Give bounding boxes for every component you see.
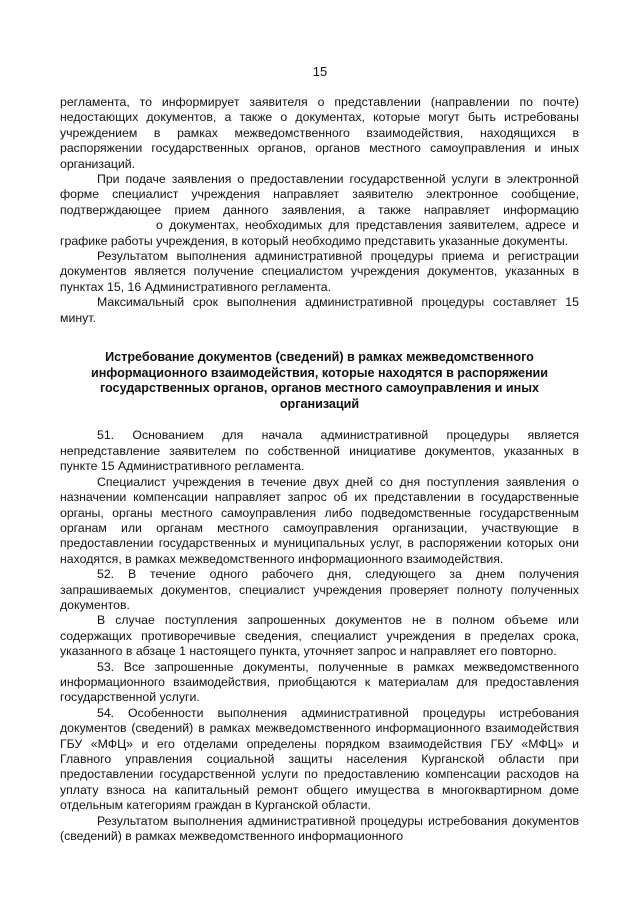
paragraph: 51. Основанием для начала административной процедуры является непредставление заявителем по собственной инициативе документов, указанных в пункте 15 Административного регламента.: [60, 428, 579, 474]
paragraph: Результатом выполнения административной процедуры истребования документов (сведений) в рамках межведомственного информационного: [60, 813, 579, 844]
document-body: [60, 95, 579, 844]
paragraph: В случае поступления запрошенных документов не в полном объеме или содержащих противоречивые сведения, специалист учреждения в пределах срока, указанного в абзаце 1 настоящего пункта, уточняет запрос и направляет его повторно.: [60, 613, 579, 659]
paragraph: 53. Все запрошенные документы, полученные в рамках межведомственного информационного взаимодействия, приобщаются к материалам для предоставления государственной услуги.: [60, 659, 579, 705]
section-heading: Истребование документов (сведений) в рамках межведомственного информационного взаимодействия, которые находятся в распоряжении государственных органов, органов местного самоуправления и иных организаций: [90, 350, 549, 411]
paragraph-part: о документах, необходимых для представления заявителем, адресе и графике работы учреждения, в который необходимо представить указанные документы.: [60, 218, 579, 248]
paragraph: [60, 172, 579, 249]
paragraph: 54. Особенности выполнения административной процедуры истребования документов (сведений) в рамках межведомственного информационного взаимодействия ГБУ «МФЦ» и его отделами определены порядком взаимодействия ГБУ «МФЦ» и Главного управления социальной защиты населения Курганской области при предоставлении государственной услуги по предоставлению компенсации расходов на уплату взноса на капитальный ремонт общего имущества в многоквартирном доме отдельным категориям граждан в Курганской области.: [60, 705, 579, 813]
paragraph: Максимальный срок выполнения административной процедуры составляет 15 минут.: [60, 295, 579, 325]
paragraph-part: При подаче заявления о предоставлении государственной услуги в электронной форме специалист учреждения направляет заявителю электронное сообщение, подтверждающее прием данного заявления, а также направляет информацию: [60, 172, 579, 217]
paragraph: 52. В течение одного рабочего дня, следующего за днем получения запрашиваемых документов, специалист учреждения проверяет полноту полученных документов.: [60, 567, 579, 612]
page-number: 15: [312, 64, 328, 79]
paragraph: Результатом выполнения административной процедуры приема и регистрации документов является получение специалистом учреждения документов, указанных в пунктах 15, 16 Административного регламента.: [60, 249, 579, 294]
paragraph: регламента, то информирует заявителя о представлении (направлении по почте) недостающих документов, а также о документах, которые могут быть истребованы учреждением в рамках межведомственного взаимодействия, находящихся в распоряжении государственных органов, органов местного самоуправления и иных организаций.: [60, 95, 579, 171]
paragraph: Специалист учреждения в течение двух дней со дня поступления заявления о назначении компенсации направляет запрос об их представлении в государственные органы, органы местного самоуправления либо подведомственные государственным органам или органам местного самоуправления организации, участвующие в предоставлении государственных и муниципальных услуг, в распоряжении которых они находятся, в рамках межведомственного информационного взаимодействия.: [60, 474, 579, 566]
